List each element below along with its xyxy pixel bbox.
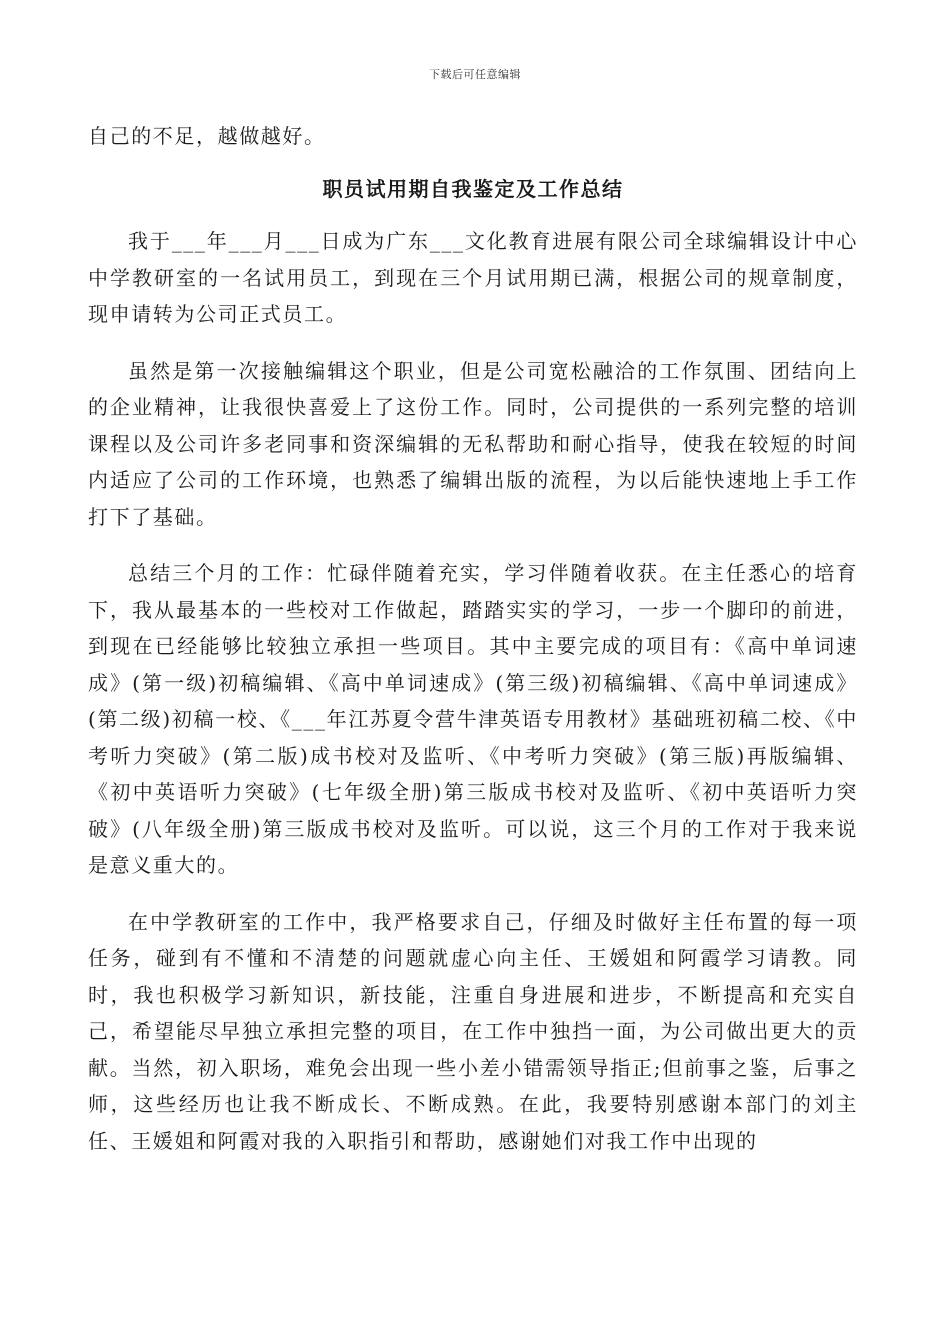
paragraph: 我于___年___月___日成为广东___文化教育进展有限公司全球编辑设计中心中学教研室的一名试用员工，到现在三个月试用期已满，根据公司的规章制度，现申请转为公司正式员工。 [88, 229, 858, 326]
paragraph: 总结三个月的工作：忙碌伴随着充实，学习伴随着收获。在主任悉心的培育下，我从最基本的一些校对工作做起，踏踏实实的学习，一步一个脚印的前进，到现在已经能够比较独立承担一些项目。其中主要完成的项目有：《高中单词速成》(第一级)初稿编辑、《高中单词速成》(第三级)初稿编辑、《高中单词速成》(第二级)初稿一校、《___年江苏夏令营牛津英语专用教材》基础班初稿二校、《中考听力突破》(第二版)成书校对及监听、《中考听力突破》(第三版)再版编辑、《初中英语听力突破》(七年级全册)第三版成书校对及监听、《初中英语听力突破》(八年级全册)第三版成书校对及监听。可以说，这三个月的工作对于我来说是意义重大的。 [88, 561, 858, 877]
page-header: 下载后可任意编辑 [429, 68, 521, 81]
continuation-text: 自己的不足，越做越好。 [88, 124, 326, 148]
paragraph: 在中学教研室的工作中，我严格要求自己，仔细及时做好主任布置的每一项任务，碰到有不懂和不清楚的问题就虚心向主任、王媛姐和阿霞学习请教。同时，我也积极学习新知识，新技能，注重自身进展和进步，不断提高和充实自己，希望能尽早独立承担完整的项目，在工作中独挡一面，为公司做出更大的贡献。当然，初入职场，难免会出现一些小差小错需领导指正;但前事之鉴，后事之师，这些经历也让我不断成长、不断成熟。在此，我要特别感谢本部门的刘主任、王媛姐和阿霞对我的入职指引和帮助，感谢她们对我工作中出现的 [88, 909, 858, 1153]
document-title: 职员试用期自我鉴定及工作总结 [322, 176, 624, 201]
paragraph: 虽然是第一次接触编辑这个职业，但是公司宽松融洽的工作氛围、团结向上的企业精神，让我很快喜爱上了这份工作。同时，公司提供的一系列完整的培训课程以及公司许多老同事和资深编辑的无私帮助和耐心指导，使我在较短的时间内适应了公司的工作环境，也熟悉了编辑出版的流程，为以后能快速地上手工作打下了基础。 [88, 358, 858, 529]
document-body [88, 118, 858, 1179]
